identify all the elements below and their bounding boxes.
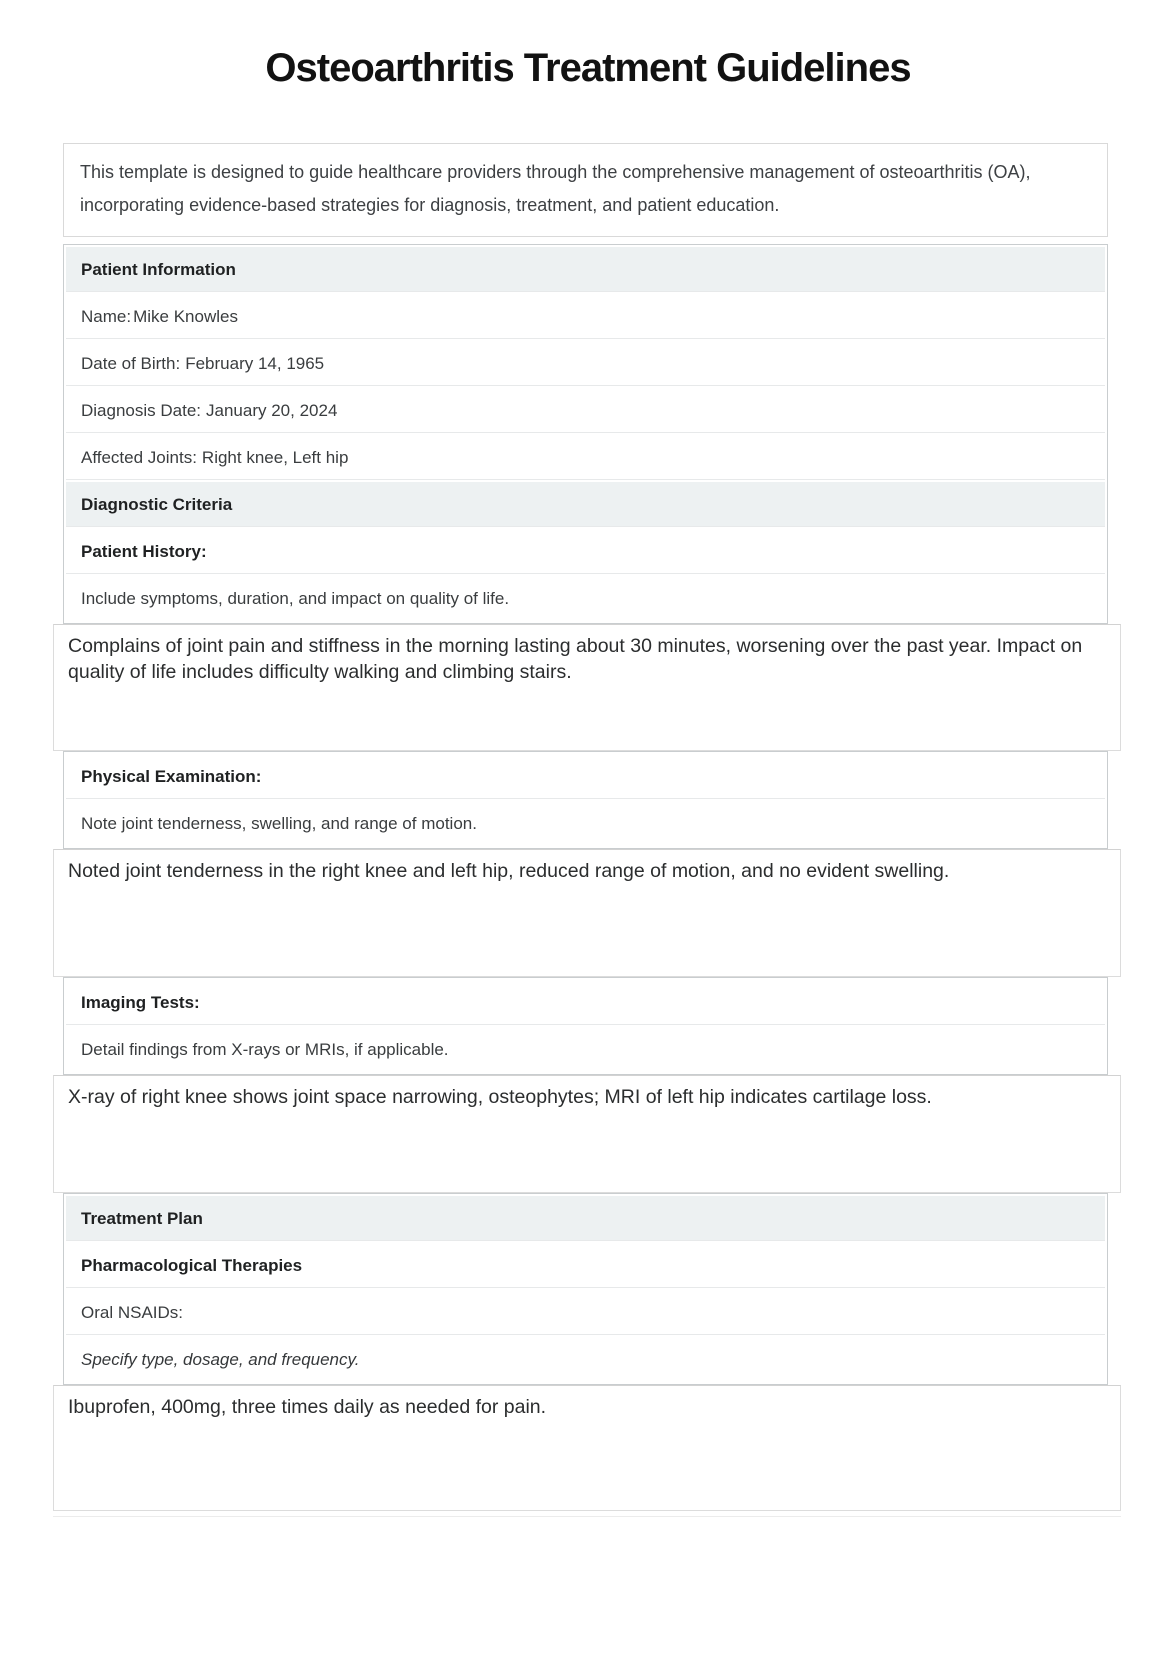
field-value-name: Mike Knowles [133, 307, 238, 326]
physical-examination-table [63, 751, 1108, 849]
treatment-plan-table [63, 1193, 1108, 1385]
section-header-diagnostic-criteria: Diagnostic Criteria [66, 482, 1105, 527]
patient-diagnostic-table [63, 244, 1108, 624]
field-row-affected-joints [66, 435, 1105, 480]
document-body [63, 143, 1108, 1517]
treatment-instruction-oral-nsaids: Specify type, dosage, and frequency. [81, 1350, 360, 1369]
field-row-date-of-birth [66, 341, 1105, 386]
section-header-treatment-plan: Treatment Plan [66, 1196, 1105, 1241]
field-label-diagnosis-date: Diagnosis Date: [81, 401, 202, 420]
criteria-instruction-physical-examination: Note joint tenderness, swelling, and range of motion. [81, 814, 477, 833]
entry-field-oral-nsaids[interactable]: Ibuprofen, 400mg, three times daily as needed for pain. [53, 1385, 1121, 1511]
field-value-affected-joints: Right knee, Left hip [201, 448, 349, 467]
intro-paragraph: This template is designed to guide healthcare providers through the comprehensive management of osteoarthritis (OA), incorporating evidence-based strategies for diagnosis, treatment, and patient education. [63, 143, 1108, 237]
field-label-name: Name: [81, 307, 132, 326]
field-row-name [66, 294, 1105, 339]
criteria-instruction-patient-history: Include symptoms, duration, and impact on quality of life. [81, 589, 510, 608]
field-value-diagnosis-date: January 20, 2024 [206, 401, 338, 420]
field-value-date-of-birth: February 14, 1965 [185, 354, 325, 373]
criteria-label-imaging-tests: Imaging Tests: [66, 980, 1105, 1025]
entry-field-patient-history[interactable]: Complains of joint pain and stiffness in the morning lasting about 30 minutes, worsening over the past year. Impact on quality of life includes difficulty walking and climbing stairs. [53, 624, 1121, 751]
field-row-diagnosis-date [66, 388, 1105, 433]
imaging-tests-table [63, 977, 1108, 1075]
section-header-patient-information: Patient Information [66, 247, 1105, 292]
subsection-pharmacological-therapies: Pharmacological Therapies [66, 1243, 1105, 1288]
criteria-instruction-imaging-tests: Detail findings from X-rays or MRIs, if applicable. [81, 1040, 449, 1059]
next-section-top-edge [53, 1516, 1121, 1517]
field-label-date-of-birth: Date of Birth: [81, 354, 181, 373]
criteria-label-patient-history: Patient History: [66, 529, 1105, 574]
page-title: Osteoarthritis Treatment Guidelines [265, 46, 911, 90]
treatment-label-oral-nsaids: Oral NSAIDs: [66, 1290, 1105, 1335]
criteria-label-physical-examination: Physical Examination: [66, 754, 1105, 799]
entry-field-physical-examination[interactable]: Noted joint tenderness in the right knee and left hip, reduced range of motion, and no evident swelling. [53, 849, 1121, 977]
entry-field-imaging-tests[interactable]: X-ray of right knee shows joint space narrowing, osteophytes; MRI of left hip indicates cartilage loss. [53, 1075, 1121, 1193]
field-label-affected-joints: Affected Joints: [81, 448, 197, 467]
